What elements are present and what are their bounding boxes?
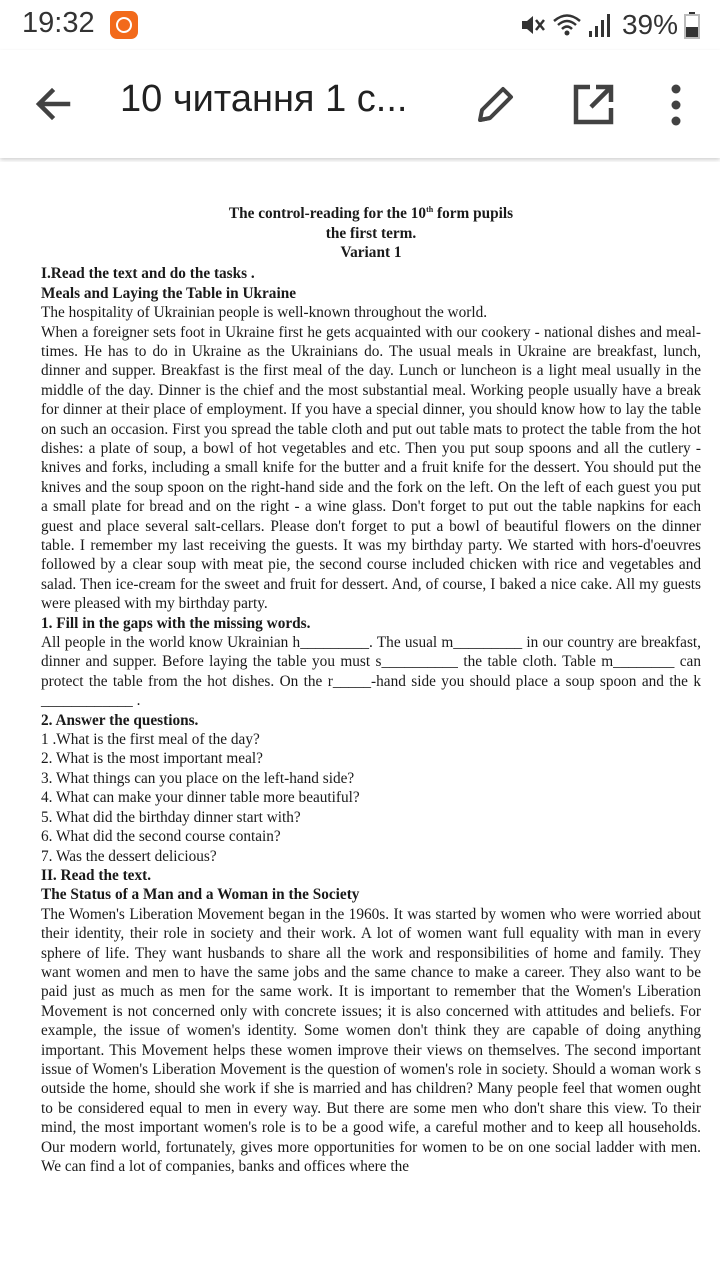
app-notification-icon: [110, 11, 138, 39]
question-item: 2. What is the most important meal?: [41, 750, 263, 768]
text1-paragraph2: When a foreigner sets foot in Ukraine first he gets acquainted with our cookery - national dishes and meal-times. He has to do in Ukraine as the Ukrainians do. The usual meals in Ukraine are breakfast, lunch, dinner and supper. Breakfast is the first meal of the day. Lunch or luncheon is a light meal usually in the middle of the day. Dinner is the chief and the most substantial meal. Working people usually have a break for dinner at their place of employment. If you have a special dinner, you should know how to lay the table on such an occasion. First you spread the table cloth and put out table mats to protect the table from the hot dishes: a plate of soup, a bowl of hot vegetables and etc. Then you put soup spoons and all the cutlery -knives and forks, including a small knife for the butter and a fruit knife for the dessert. You should put the knives and the soup spoon on the right-hand side and the fork on the left. On the left of each guest you put a small plate for bread and on the right - a wine glass. Don't forget to put out the table napkins for each guest and place several salt-cellars. Please don't forget to put a bowl of beautiful flowers on the dinner table. I remember my last receiving the guests. It was my birthday party. We started with hors-d'oeuvres followed by a clear soup with meat pie, the second course included chicken with rice and vegetables and salad. Then ice-cream for the sweet and fruit for dessert. And, of course, I baked a nice cake. All my guests were pleased with my birthday party.: [41, 323, 701, 613]
document-page: [41, 200, 701, 1176]
edit-pencil-icon[interactable]: [472, 82, 518, 128]
status-time: 19:32: [22, 7, 95, 39]
doc-variant: Variant 1: [340, 243, 402, 261]
question-item: 1 .What is the first meal of the day?: [41, 731, 260, 749]
more-vert-icon[interactable]: [656, 82, 696, 128]
question-item: 3. What things can you place on the left-hand side?: [41, 769, 355, 787]
wifi-icon: [552, 11, 582, 39]
document-viewer[interactable]: [0, 162, 720, 1280]
task1-heading: I.Read the text and do the tasks .: [41, 265, 255, 283]
doc-header-line1-end: form pupils: [433, 205, 514, 223]
doc-header-line2: the first term.: [325, 224, 417, 242]
status-bar: [0, 0, 720, 50]
question-item: 5. What did the birthday dinner start with?: [41, 808, 301, 826]
exercise1-text: All people in the world know Ukrainian h_________. The usual m_________ in our country are breakfast, dinner and supper. Before laying the table you must s__________ the table cloth. Table m________ can protect the table from the hot dishes. On the r_____-hand side you should place a soup spoon and the k ____________ .: [41, 634, 701, 710]
document-title: 10 читання 1 с...: [120, 78, 408, 120]
text1-title: Meals and Laying the Table in Ukraine: [41, 284, 296, 302]
question-list: [41, 730, 701, 866]
signal-icon: [588, 11, 612, 39]
question-item: 7. Was the dessert delicious?: [41, 847, 217, 865]
text2-paragraph1: The Women's Liberation Movement began in the 1960s. It was started by women who were worried about their identity, their role in society and their work. A lot of women want full equality with man in every sphere of life. They want husbands to share all the work and responsibilities of home and family. They want women and men to have the same jobs and the same chance to make a career. They also want to be paid just as much as men for the same work. It is important to remember that the Women's Liberation Movement is not concerned only with concrete issues; it is also concerned with attitudes and beliefs. For example, the issue of women's identity. Some women don't think they are capable of doing anything important. This Movement helps these women improve their views on themselves. The second important issue of Women's Liberation Movement is the question of women's role in society. Should a woman work s outside the home, should she work if she is married and has children? Many people feel that women ought to be considered equal to men in every way. But there are some men who don't share this view. To their mind, the most important women's role is to be a good wife, a careful mother and to keep all households. Our modern world, fortunately, gives more opportunities for women to be on one social ladder with men. We can find a lot of companies, banks and offices where the: [41, 905, 701, 1175]
doc-header-sup: th: [426, 205, 434, 214]
question-item: 6. What did the second course contain?: [41, 828, 281, 846]
battery-icon: [684, 11, 700, 39]
task2-heading: II. Read the text.: [41, 866, 152, 884]
app-bar: [0, 50, 720, 158]
text2-title: The Status of a Man and a Woman in the Society: [41, 886, 360, 904]
open-external-icon[interactable]: [570, 82, 616, 128]
question-item: 4. What can make your dinner table more beautiful?: [41, 789, 360, 807]
battery-percent: 39%: [621, 9, 678, 40]
doc-header-line1: The control-reading for the 10: [228, 205, 427, 223]
doc-header: [41, 200, 701, 224]
exercise2-heading: 2. Answer the questions.: [41, 711, 199, 729]
text1-paragraph1: The hospitality of Ukrainian people is well-known throughout the world.: [41, 304, 488, 322]
back-arrow-icon[interactable]: [28, 80, 76, 128]
status-icons: [518, 8, 700, 42]
mute-vibrate-icon: [518, 11, 546, 39]
exercise1-heading: 1. Fill in the gaps with the missing words.: [41, 614, 311, 632]
